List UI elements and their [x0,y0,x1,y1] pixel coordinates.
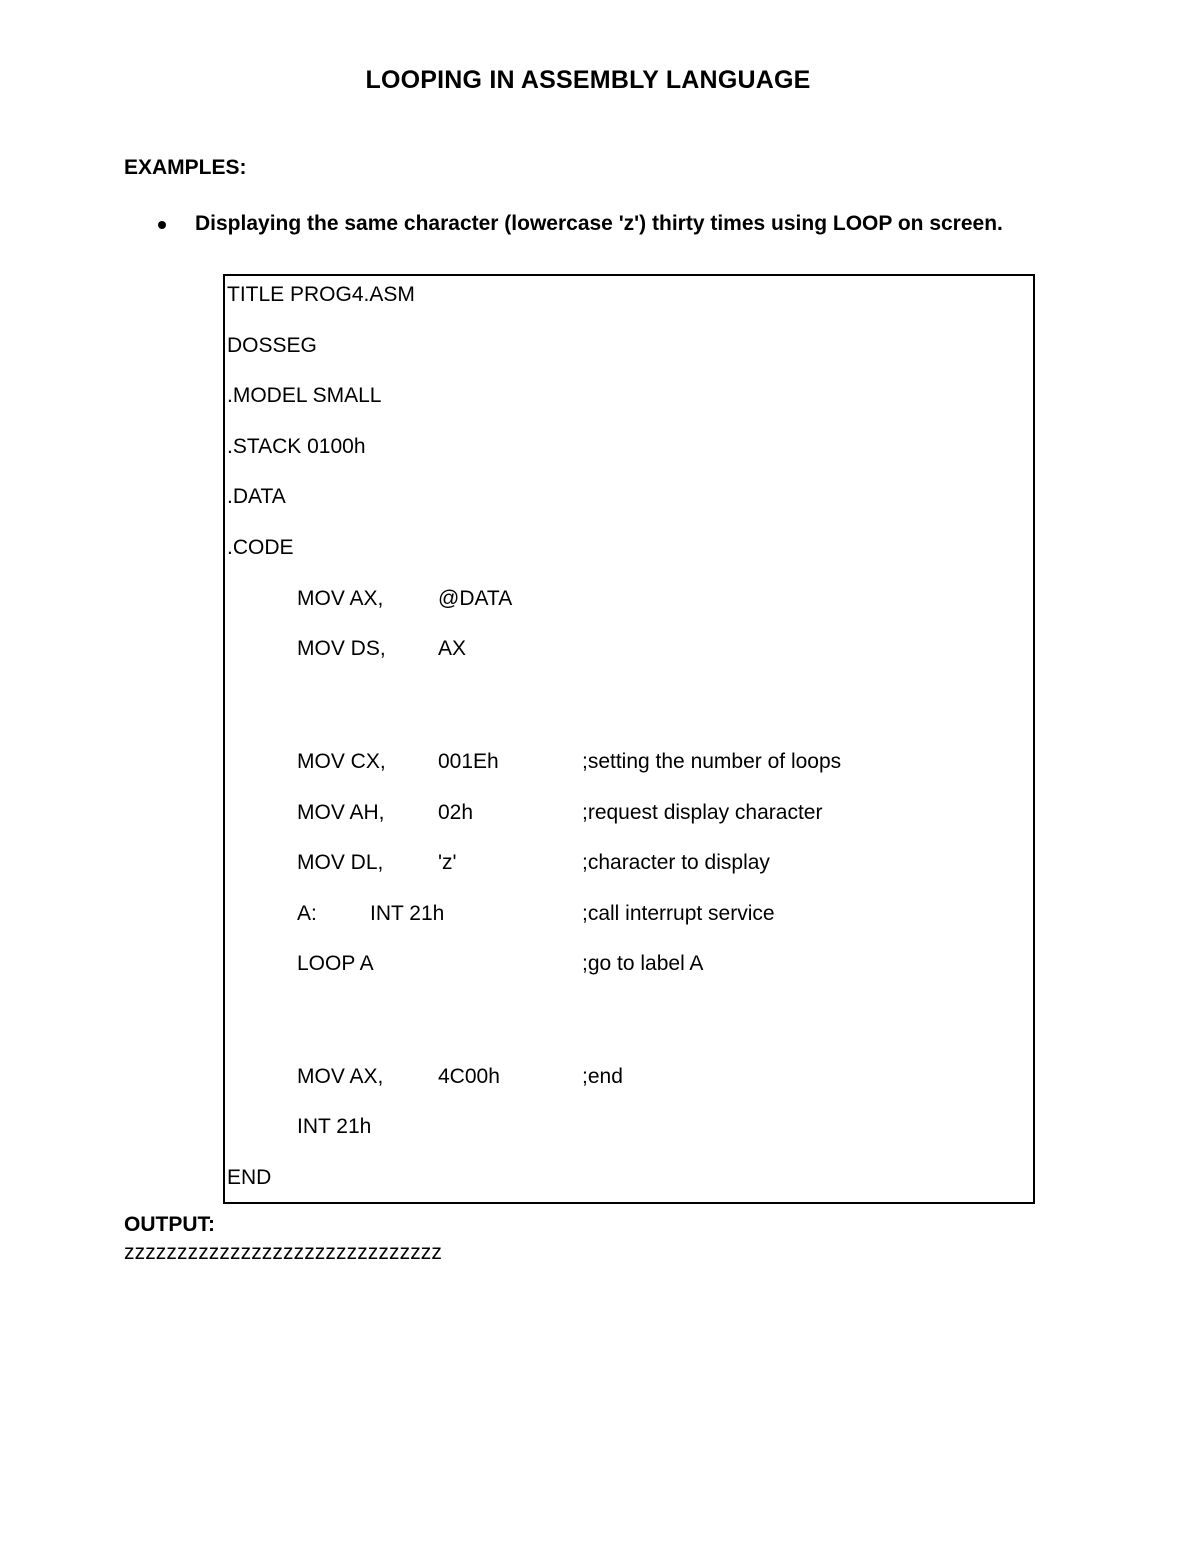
code-end: END [227,1166,272,1189]
code-stack: .STACK 0100h [227,435,366,458]
code-title-line: TITLE PROG4.ASM [227,283,415,306]
code-mov-ds-ax-instr: MOV DS, [297,637,386,660]
code-mov-ax-end-instr: MOV AX, [297,1065,384,1088]
output-value: zzzzzzzzzzzzzzzzzzzzzzzzzzzzzz [124,1241,442,1264]
code-mov-ds-ax-operand: AX [438,637,467,660]
code-loop-a-comment: ;go to label A [582,952,704,975]
code-mov-ah-instr: MOV AH, [297,801,385,824]
code-mov-cx-instr: MOV CX, [297,750,386,773]
code-box [223,274,1035,1204]
code-label-a-instr: INT 21h [370,902,445,925]
code-mov-ax-data-instr: MOV AX, [297,587,384,610]
code-label-a-comment: ;call interrupt service [582,902,775,925]
code-mov-ax-end-operand: 4C00h [438,1065,500,1088]
code-loop-a-instr: LOOP A [297,952,374,975]
code-mov-dl-operand: 'z' [438,851,457,874]
code-mov-ah-comment: ;request display character [582,801,823,824]
code-data-segment: .DATA [227,485,286,508]
code-model: .MODEL SMALL [227,384,382,407]
code-mov-ax-data-operand: @DATA [438,587,513,610]
code-mov-ah-operand: 02h [438,801,474,824]
code-mov-cx-comment: ;setting the number of loops [582,750,842,773]
code-mov-dl-instr: MOV DL, [297,851,384,874]
code-label-a: A: [297,902,317,925]
code-int-21h: INT 21h [297,1115,372,1138]
examples-heading: EXAMPLES: [124,156,247,179]
code-dosseg: DOSSEG [227,334,317,357]
document-title: LOOPING IN ASSEMBLY LANGUAGE [365,66,811,94]
code-mov-ax-end-comment: ;end [582,1065,623,1088]
code-mov-cx-operand: 001Eh [438,750,499,773]
bullet-dot-icon [158,221,166,229]
output-heading: OUTPUT: [124,1213,215,1236]
bullet-text: Displaying the same character (lowercase 'z') thirty times using LOOP on screen. [195,212,1003,235]
code-mov-dl-comment: ;character to display [582,851,770,874]
code-code-segment: .CODE [227,536,294,559]
